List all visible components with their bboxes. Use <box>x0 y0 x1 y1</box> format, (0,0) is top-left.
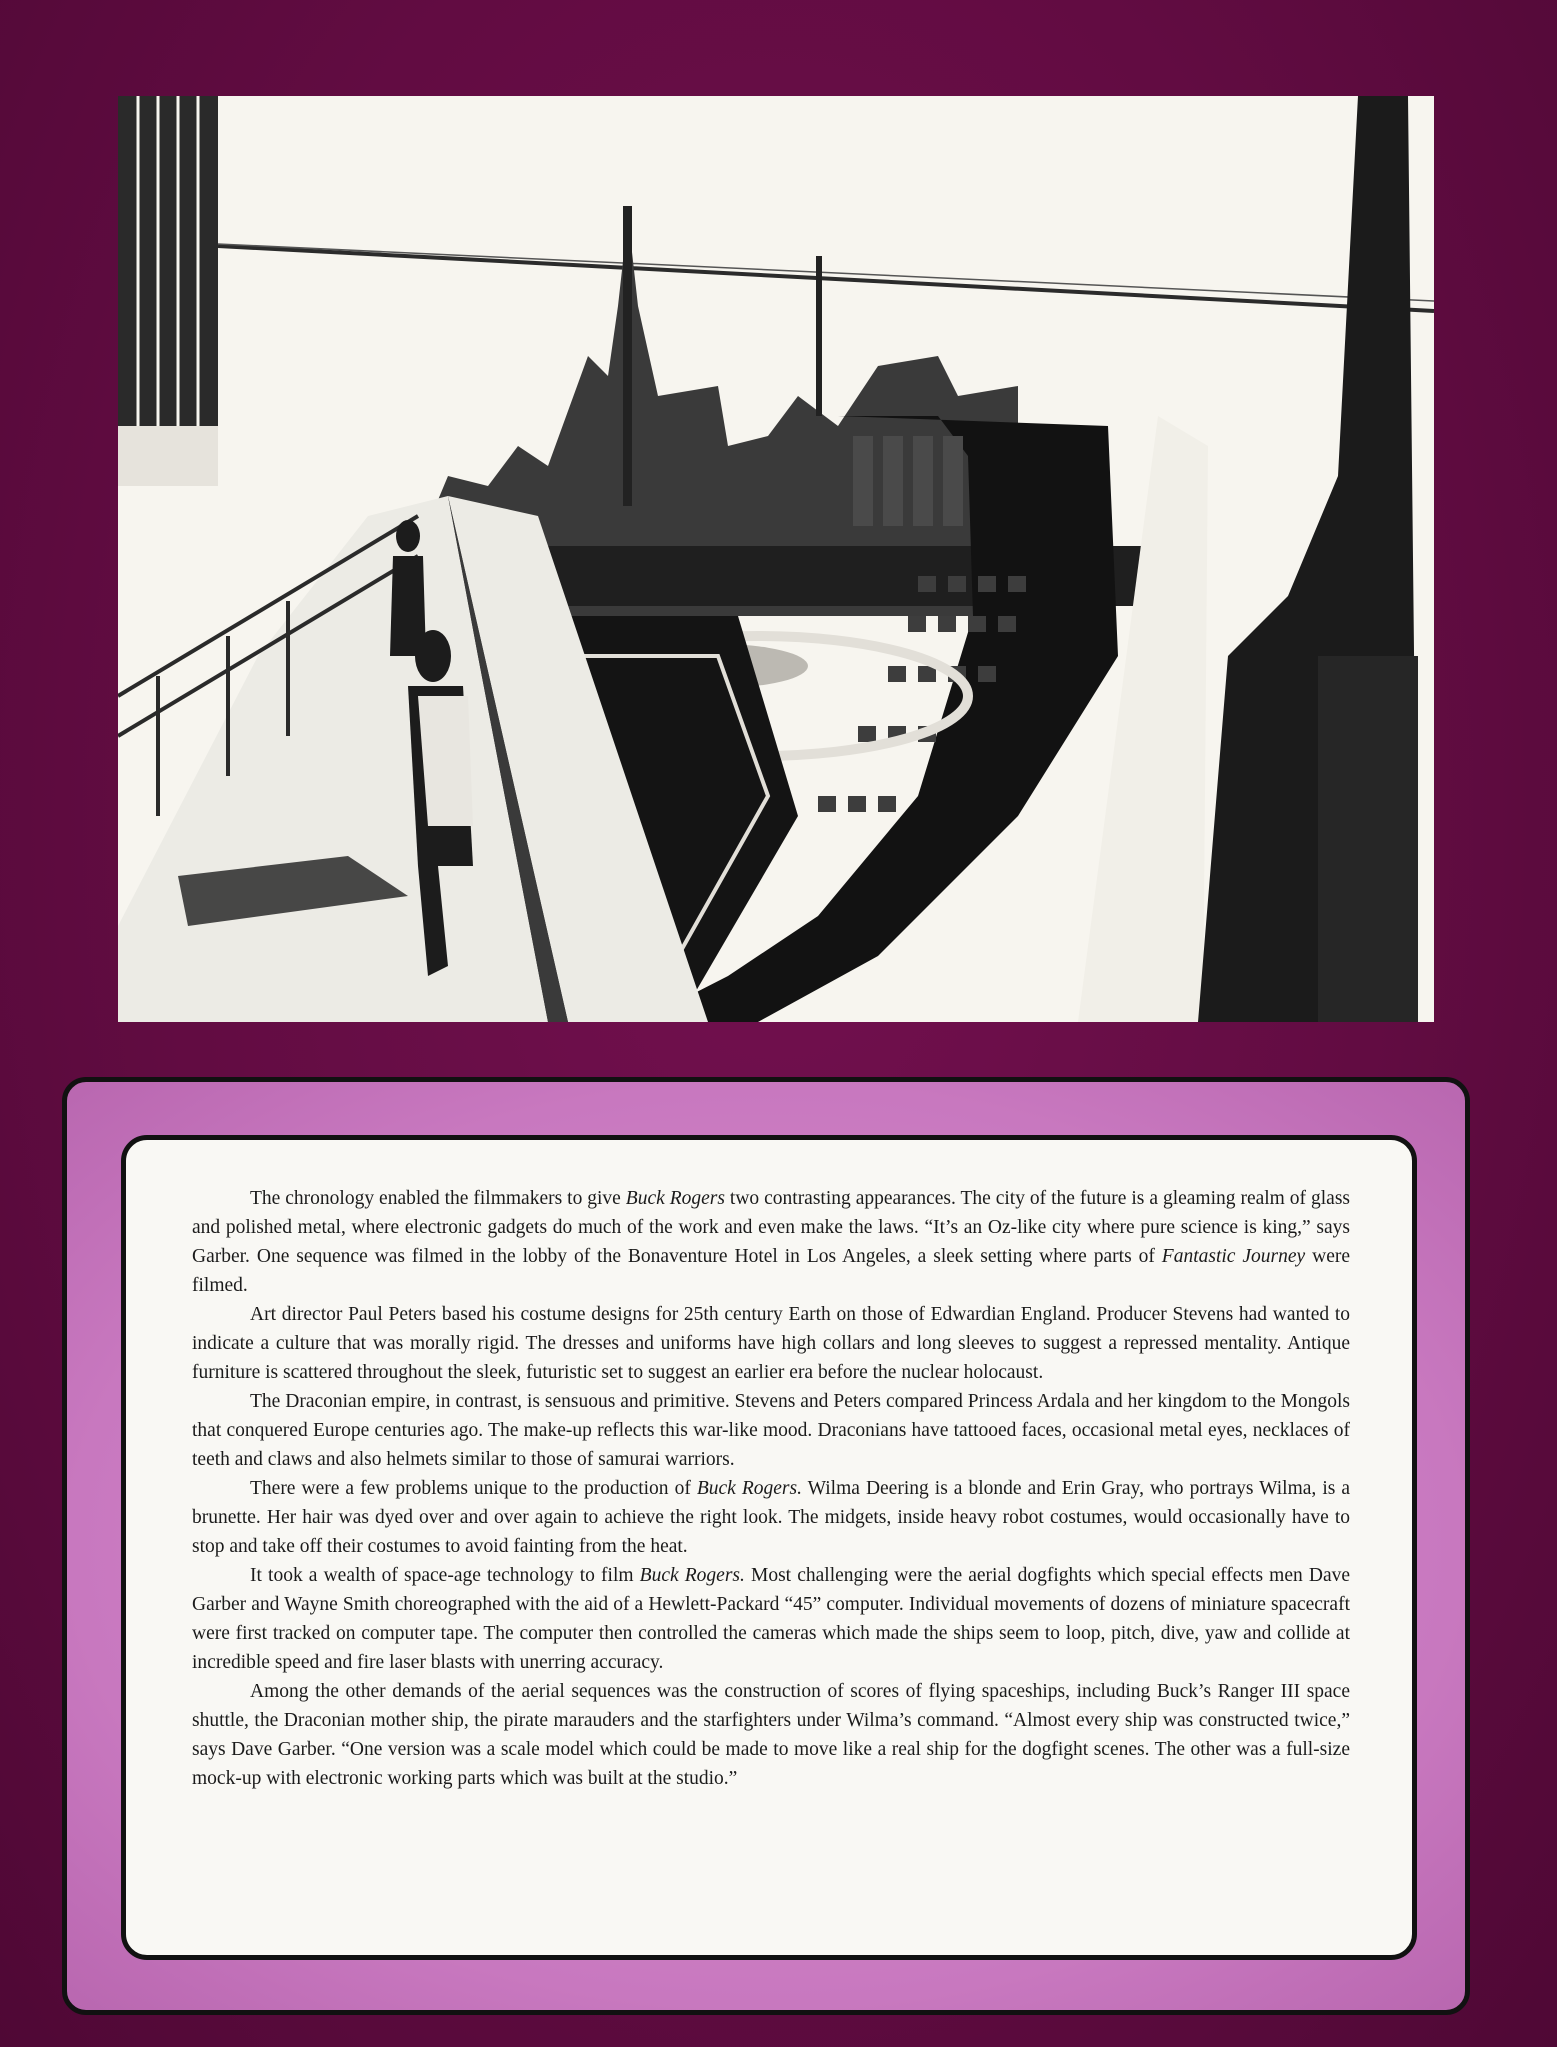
italic-title: Buck Rogers. <box>696 1478 802 1499</box>
article-paragraph <box>192 1561 1350 1677</box>
text-run: Art director Paul Peters based his costume designs for 25th century Earth on those of Edwardian England. Producer Stevens had wanted to indicate a culture that was morally rigid. The dresses and uniforms have high collars and long sleeves to suggest a repressed mentality. Antique furniture is scattered throughout the sleek, futuristic set to suggest an earlier era before the nuclear holocaust. <box>192 1304 1350 1383</box>
italic-title: Fantastic Journey <box>1161 1246 1306 1267</box>
article-paragraph <box>192 1677 1350 1793</box>
article-paragraph <box>192 1184 1350 1300</box>
article-paragraph <box>192 1387 1350 1474</box>
text-run: The chronology enabled the filmmakers to give <box>250 1188 626 1209</box>
article-paragraph <box>192 1474 1350 1561</box>
text-run: two contrasting appearances. The city of the future is a gleaming realm of glass and polished metal, where electronic gadgets do much of the work and even make the laws. “It’s an Oz-like city where pure science is king,” says Garber. One sequence was filmed in the lobby of the Bonaventure Hotel in Los Angeles, a sleek setting where parts of <box>192 1188 1350 1267</box>
italic-title: Buck Rogers. <box>639 1565 745 1586</box>
article-body <box>192 1184 1350 1793</box>
text-panel-frame <box>62 1077 1470 2015</box>
text-run: The Draconian empire, in contrast, is sensuous and primitive. Stevens and Peters compared Princess Ardala and her kingdom to the Mongols that conquered Europe centuries ago. The make-up reflects this war-like mood. Draconians have tattooed faces, occasional metal eyes, necklaces of teeth and claws and also helmets similar to those of samurai warriors. <box>192 1391 1350 1470</box>
article-paragraph <box>192 1300 1350 1387</box>
italic-title: Buck Rogers <box>625 1188 725 1209</box>
text-run: Wilma Deering is a blonde and Erin Gray, who portrays Wilma, is a brunette. Her hair was dyed over and over again to achieve the right look. The midgets, inside heavy robot costumes, would occasionally have to stop and take off their costumes to avoid fainting from the heat. <box>192 1478 1351 1557</box>
text-run: It took a wealth of space-age technology to film <box>250 1565 640 1586</box>
text-run: Among the other demands of the aerial sequences was the construction of scores of flying spaceships, including Buck’s Ranger III space shuttle, the Draconian mother ship, the pirate marauders and the starfighters under Wilma’s command. “Almost every ship was constructed twice,” says Dave Garber. “One version was a scale model which could be made to move like a real ship for the dogfight scenes. The other was a full-size mock-up with electronic working parts which was built at the studio.” <box>192 1681 1350 1789</box>
text-run: Most challenging were the aerial dogfights which special effects men Dave Garber and Wayne Smith choreographed with the aid of a Hewlett-Packard “45” computer. Individual movements of dozens of miniature spacecraft were first tracked on computer tape. The computer then controlled the cameras which made the ships seem to loop, pitch, dive, yaw and collide at incredible speed and fire laser blasts with unerring accuracy. <box>192 1565 1351 1673</box>
film-set-photo <box>118 96 1434 1022</box>
futuristic-city-set-illustration <box>118 96 1434 1022</box>
text-run: were filmed. <box>192 1246 1351 1296</box>
text-panel <box>121 1135 1417 1960</box>
text-run: There were a few problems unique to the production of <box>250 1478 697 1499</box>
